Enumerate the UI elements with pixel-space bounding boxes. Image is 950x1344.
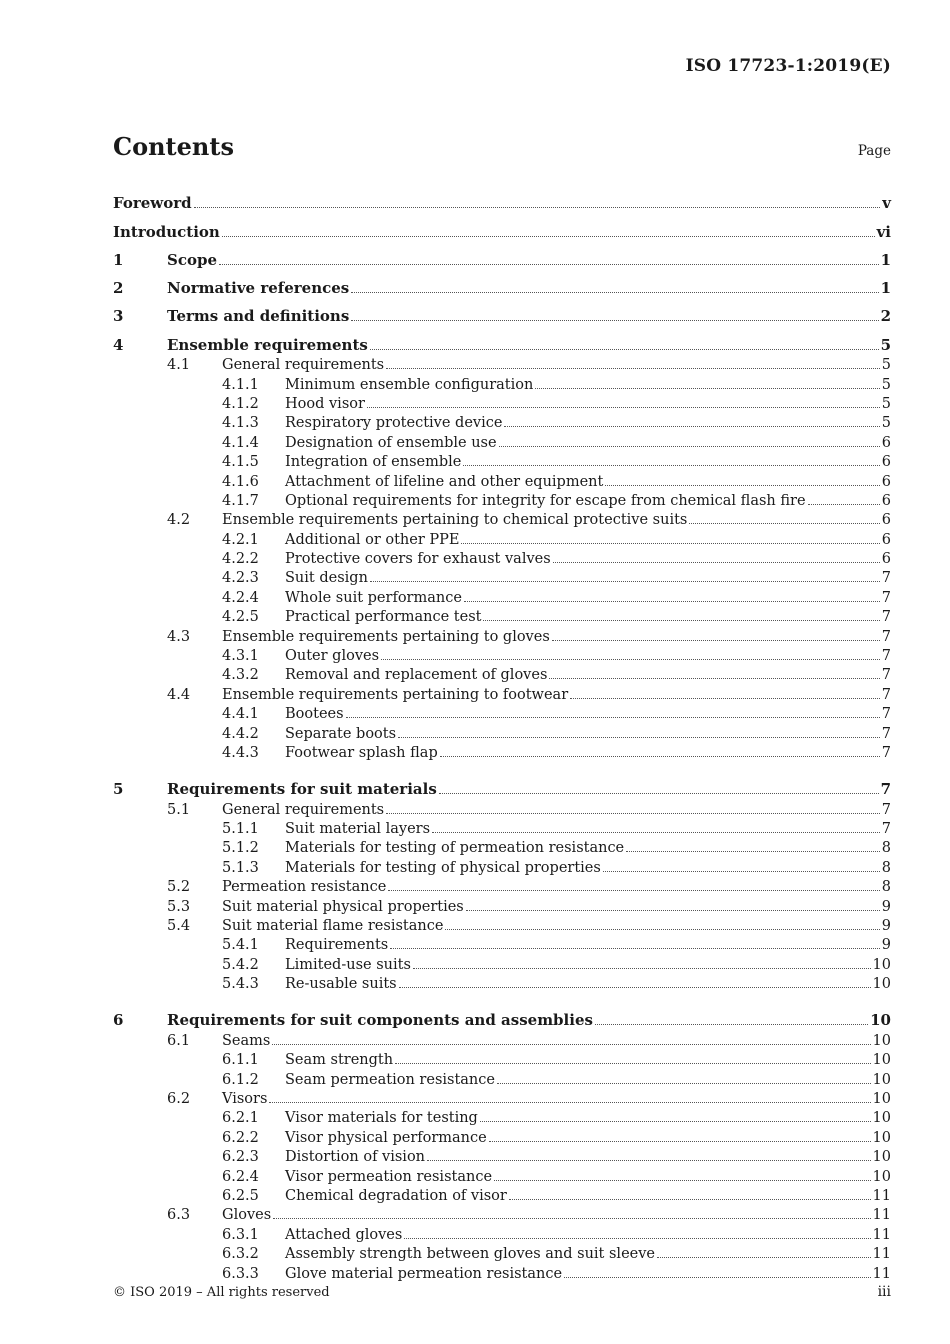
toc-entry-title: Separate boots	[285, 725, 397, 742]
toc-entry-page: 7	[881, 744, 891, 761]
page-column-label: Page	[857, 143, 891, 159]
toc-entry-number: 4.1	[167, 357, 191, 374]
dot-leader	[272, 1043, 870, 1045]
dot-leader	[439, 792, 879, 794]
toc-entry[interactable]	[113, 915, 891, 934]
toc-entry-number: 4.2	[167, 512, 191, 529]
toc-entry-title: Visors	[222, 1091, 268, 1108]
toc-entry-page: 7	[881, 821, 891, 838]
toc-entry-number: 4.2.3	[222, 570, 259, 587]
toc-entry-number: 5.4.2	[222, 956, 259, 973]
toc-entry-title: Permeation resistance	[222, 879, 387, 896]
dot-leader	[489, 1140, 871, 1142]
dot-leader	[464, 600, 880, 602]
toc-entry-number: 6.1.1	[222, 1052, 259, 1069]
toc-entry-number: 1	[113, 250, 124, 269]
toc-entry-page: vi	[876, 222, 891, 241]
dot-leader	[427, 1159, 871, 1161]
toc-entry[interactable]	[113, 373, 891, 392]
toc-entry-page: 7	[880, 780, 891, 799]
toc-entry[interactable]	[113, 548, 891, 567]
toc-entry[interactable]	[113, 490, 891, 509]
toc-entry-page: 8	[881, 859, 891, 876]
toc-entry-page: 6	[881, 492, 891, 509]
toc-entry-number: 6.2.2	[222, 1129, 259, 1146]
toc-entry-title: Requirements	[285, 937, 389, 954]
toc-entry[interactable]	[113, 722, 891, 741]
toc-entry-title: Seam strength	[285, 1052, 394, 1069]
toc-entry-page: 6	[881, 531, 891, 548]
toc-entry-number: 4.1.2	[222, 395, 259, 412]
toc-entry[interactable]	[113, 1223, 891, 1242]
document-id: ISO 17723-1:2019(E)	[685, 56, 891, 76]
toc-entry-title: Suit design	[285, 570, 368, 587]
dot-leader	[535, 387, 879, 389]
toc-entry-page: 5	[881, 357, 891, 374]
toc-entry[interactable]	[113, 703, 891, 722]
dot-leader	[445, 928, 879, 930]
toc-entry-page: 7	[881, 628, 891, 645]
toc-entry-title: Practical performance test	[285, 609, 482, 626]
toc-entry-page: 7	[881, 667, 891, 684]
toc-entry[interactable]	[113, 184, 891, 212]
toc-entry[interactable]	[113, 470, 891, 489]
toc-entry-number: 4.4.1	[222, 706, 259, 723]
toc-entry[interactable]	[113, 212, 891, 240]
toc-entry[interactable]	[113, 1088, 891, 1107]
dot-leader	[497, 1082, 871, 1084]
toc-entry-page: 2	[880, 307, 891, 326]
toc-entry-title: Scope	[167, 250, 218, 269]
toc-entry[interactable]	[113, 354, 891, 373]
toc-entry-number: 4.4.3	[222, 744, 259, 761]
table-of-contents	[113, 184, 891, 1282]
toc-entry[interactable]	[113, 742, 891, 761]
toc-entry-page: 7	[881, 589, 891, 606]
dot-leader	[381, 658, 880, 660]
toc-entry-title: Visor permeation resistance	[285, 1168, 493, 1185]
dot-leader	[390, 947, 880, 949]
toc-entry-page: 6	[881, 512, 891, 529]
toc-entry-number: 4.1.1	[222, 376, 259, 393]
toc-entry-number: 5.4	[167, 918, 191, 935]
toc-entry-title: Requirements for suit materials	[167, 780, 437, 799]
toc-entry-title: Footwear splash flap	[285, 744, 438, 761]
toc-entry-title: Designation of ensemble use	[285, 434, 497, 451]
toc-entry[interactable]	[113, 241, 891, 269]
toc-entry-number: 6.2.5	[222, 1188, 259, 1204]
toc-entry[interactable]	[113, 798, 891, 817]
dot-leader	[222, 235, 875, 237]
toc-entry-page: 11	[872, 1207, 891, 1224]
dot-leader	[657, 1256, 871, 1258]
toc-entry-page: 6	[881, 434, 891, 451]
toc-entry[interactable]	[113, 1185, 891, 1204]
toc-entry[interactable]	[113, 770, 891, 798]
dot-leader	[483, 619, 879, 621]
toc-entry[interactable]	[113, 683, 891, 702]
toc-entry-page: 10	[872, 1149, 891, 1166]
toc-entry[interactable]	[113, 934, 891, 953]
toc-entry-title: Chemical degradation of visor	[285, 1188, 507, 1204]
toc-entry-number: 4.2.1	[222, 531, 259, 548]
toc-entry-page: 10	[872, 1129, 891, 1146]
toc-entry[interactable]	[113, 1001, 891, 1029]
dot-leader	[432, 831, 880, 833]
toc-entry[interactable]	[113, 837, 891, 856]
toc-entry-title: Materials for testing of physical properties	[285, 859, 601, 876]
toc-entry-title: Minimum ensemble configuration	[285, 376, 534, 393]
toc-entry[interactable]	[113, 856, 891, 875]
toc-entry[interactable]	[113, 1204, 891, 1223]
toc-entry-page: 5	[881, 415, 891, 432]
dot-leader	[570, 697, 880, 699]
dot-leader	[351, 319, 878, 321]
toc-entry-number: 5.4.3	[222, 976, 259, 993]
toc-entry-title: Foreword	[113, 194, 192, 213]
toc-entry[interactable]	[113, 1049, 891, 1068]
toc-entry-number: 4.3.1	[222, 648, 259, 665]
toc-entry-title: Seam permeation resistance	[285, 1071, 495, 1088]
toc-entry[interactable]	[113, 1029, 891, 1048]
toc-entry-page: 11	[872, 1226, 891, 1243]
toc-entry-number: 6.2.4	[222, 1168, 259, 1185]
toc-entry[interactable]	[113, 269, 891, 297]
toc-entry[interactable]	[113, 1126, 891, 1145]
toc-entry-title: Suit material physical properties	[222, 898, 464, 915]
toc-entry[interactable]	[113, 895, 891, 914]
toc-entry-number: 6.3.2	[222, 1246, 259, 1263]
toc-entry-page: 11	[872, 1246, 891, 1263]
toc-entry-number: 6.3.1	[222, 1226, 259, 1243]
toc-entry-title: General requirements	[222, 801, 385, 818]
toc-entry-page: 1	[880, 279, 891, 298]
toc-entry[interactable]	[113, 393, 891, 412]
toc-entry[interactable]	[113, 451, 891, 470]
dot-leader	[370, 580, 880, 582]
toc-entry[interactable]	[113, 1262, 891, 1281]
toc-entry[interactable]	[113, 567, 891, 586]
toc-entry-number: 4.1.3	[222, 415, 259, 432]
toc-entry-page: 10	[872, 1071, 891, 1088]
toc-entry-title: Visor physical performance	[285, 1129, 487, 1146]
dot-leader	[386, 812, 880, 814]
toc-entry[interactable]	[113, 625, 891, 644]
dot-leader	[552, 639, 880, 641]
toc-entry-title: Re-usable suits	[285, 976, 397, 993]
toc-entry-page: 7	[881, 801, 891, 818]
dot-leader	[595, 1023, 868, 1025]
toc-entry-page: 7	[881, 570, 891, 587]
toc-entry-title: Protective covers for exhaust valves	[285, 551, 551, 568]
toc-entry-page: 5	[881, 376, 891, 393]
toc-entry-page: 5	[880, 335, 891, 354]
toc-entry-title: Limited-use suits	[285, 956, 411, 973]
toc-entry-title: Introduction	[113, 222, 220, 241]
dot-leader	[461, 542, 879, 544]
toc-entry-title: Ensemble requirements pertaining to chemical protective suits	[222, 512, 688, 529]
toc-entry-number: 5.1	[167, 801, 191, 818]
toc-entry-number: 5	[113, 780, 124, 799]
toc-entry-number: 6	[113, 1011, 124, 1030]
dot-leader	[194, 206, 881, 208]
toc-entry-number: 5.1.2	[222, 840, 259, 857]
toc-entry[interactable]	[113, 645, 891, 664]
toc-entry[interactable]	[113, 325, 891, 353]
toc-entry[interactable]	[113, 528, 891, 547]
dot-leader	[398, 736, 880, 738]
toc-entry-page: 7	[881, 686, 891, 703]
copyright-notice: © ISO 2019 – All rights reserved	[113, 1285, 330, 1300]
dot-leader	[440, 755, 880, 757]
toc-entry[interactable]	[113, 586, 891, 605]
toc-entry-number: 4.1.6	[222, 473, 259, 490]
toc-entry-page: 10	[872, 1052, 891, 1069]
toc-entry-title: Attached gloves	[285, 1226, 403, 1243]
toc-entry-page: 10	[872, 1168, 891, 1185]
toc-entry-page: 11	[872, 1188, 891, 1204]
toc-entry-number: 4.2.5	[222, 609, 259, 626]
toc-entry-page: 8	[881, 879, 891, 896]
toc-entry-title: Assembly strength between gloves and suit sleeve	[285, 1246, 656, 1263]
toc-entry-number: 4.4.2	[222, 725, 259, 742]
toc-entry-number: 6.3	[167, 1207, 191, 1224]
toc-entry[interactable]	[113, 606, 891, 625]
toc-entry-page: 7	[881, 609, 891, 626]
toc-entry[interactable]	[113, 1068, 891, 1087]
toc-entry-title: Whole suit performance	[285, 589, 462, 606]
toc-entry-number: 5.3	[167, 898, 191, 915]
toc-entry-number: 6.2	[167, 1091, 191, 1108]
toc-entry-page: 9	[881, 937, 891, 954]
toc-entry-title: Ensemble requirements	[167, 335, 368, 354]
toc-entry[interactable]	[113, 818, 891, 837]
toc-entry-title: Suit material flame resistance	[222, 918, 444, 935]
toc-entry-page: 7	[881, 725, 891, 742]
toc-entry-title: Integration of ensemble	[285, 454, 462, 471]
toc-entry-page: v	[882, 194, 891, 213]
dot-leader	[351, 291, 878, 293]
toc-entry-title: Seams	[222, 1032, 271, 1049]
toc-entry[interactable]	[113, 664, 891, 683]
toc-entry-title: Hood visor	[285, 395, 365, 412]
toc-entry-title: Visor materials for testing	[285, 1110, 478, 1127]
toc-entry-number: 4.3	[167, 628, 191, 645]
toc-entry-page: 10	[872, 956, 891, 973]
toc-entry-page: 6	[881, 551, 891, 568]
toc-entry[interactable]	[113, 297, 891, 325]
dot-leader	[603, 870, 880, 872]
dot-leader	[564, 1276, 870, 1278]
toc-entry-number: 5.4.1	[222, 937, 259, 954]
dot-leader	[499, 445, 880, 447]
dot-leader	[413, 967, 871, 969]
toc-entry-number: 6.1.2	[222, 1071, 259, 1088]
toc-entry-number: 4.1.7	[222, 492, 259, 509]
toc-entry-page: 10	[872, 1110, 891, 1127]
toc-entry-title: Gloves	[222, 1207, 272, 1224]
toc-entry-title: Optional requirements for integrity for escape from chemical flash fire	[285, 492, 806, 509]
toc-entry-page: 10	[872, 976, 891, 993]
dot-leader	[370, 348, 879, 350]
toc-entry-title: Ensemble requirements pertaining to gloves	[222, 628, 550, 645]
dot-leader	[386, 367, 880, 369]
toc-entry-title: Suit material layers	[285, 821, 431, 838]
toc-entry[interactable]	[113, 1146, 891, 1165]
toc-entry-number: 3	[113, 307, 124, 326]
toc-entry[interactable]	[113, 509, 891, 528]
toc-entry-number: 4.1.5	[222, 454, 259, 471]
dot-leader	[605, 484, 879, 486]
toc-entry-number: 5.1.1	[222, 821, 259, 838]
contents-title: Contents	[113, 132, 234, 161]
toc-entry-number: 5.1.3	[222, 859, 259, 876]
dot-leader	[689, 522, 879, 524]
dot-leader	[553, 561, 880, 563]
dot-leader	[219, 263, 879, 265]
dot-leader	[626, 850, 880, 852]
dot-leader	[509, 1198, 871, 1200]
dot-leader	[269, 1101, 870, 1103]
toc-entry-number: 4.2.4	[222, 589, 259, 606]
toc-entry-number: 6.1	[167, 1032, 191, 1049]
dot-leader	[463, 464, 879, 466]
toc-entry-page: 9	[881, 918, 891, 935]
toc-entry-page: 7	[881, 706, 891, 723]
toc-entry-number: 6.2.3	[222, 1149, 259, 1166]
dot-leader	[494, 1179, 871, 1181]
toc-entry-page: 10	[870, 1011, 891, 1030]
toc-entry[interactable]	[113, 1165, 891, 1184]
dot-leader	[808, 503, 880, 505]
toc-entry-title: Outer gloves	[285, 648, 380, 665]
toc-entry-title: Glove material permeation resistance	[285, 1265, 563, 1282]
toc-entry-number: 2	[113, 279, 124, 298]
dot-leader	[504, 425, 879, 427]
dot-leader	[404, 1237, 870, 1239]
dot-leader	[399, 986, 871, 988]
toc-entry-number: 6.2.1	[222, 1110, 259, 1127]
toc-entry-title: Additional or other PPE	[285, 531, 460, 548]
toc-entry-title: Removal and replacement of gloves	[285, 667, 548, 684]
toc-entry[interactable]	[113, 412, 891, 431]
toc-entry-title: Materials for testing of permeation resistance	[285, 840, 625, 857]
toc-entry[interactable]	[113, 1243, 891, 1262]
toc-entry-number: 5.2	[167, 879, 191, 896]
toc-entry-number: 4	[113, 335, 124, 354]
toc-entry-number: 4.4	[167, 686, 191, 703]
toc-entry-number: 4.2.2	[222, 551, 259, 568]
toc-entry[interactable]	[113, 973, 891, 992]
toc-entry-number: 4.1.4	[222, 434, 259, 451]
toc-entry-title: Requirements for suit components and assemblies	[167, 1011, 593, 1030]
toc-entry[interactable]	[113, 431, 891, 450]
toc-entry-title: Normative references	[167, 279, 350, 298]
toc-entry[interactable]	[113, 876, 891, 895]
toc-entry[interactable]	[113, 1107, 891, 1126]
dot-leader	[466, 909, 880, 911]
toc-entry-page: 1	[880, 250, 891, 269]
dot-leader	[273, 1217, 870, 1219]
dot-leader	[549, 677, 879, 679]
toc-entry-page: 7	[881, 648, 891, 665]
toc-entry-page: 6	[881, 473, 891, 490]
toc-entry-title: Respiratory protective device	[285, 415, 503, 432]
dot-leader	[346, 716, 880, 718]
toc-entry-title: Attachment of lifeline and other equipment	[285, 473, 604, 490]
toc-entry-title: General requirements	[222, 357, 385, 374]
toc-entry-page: 10	[872, 1032, 891, 1049]
toc-entry-title: Terms and definitions	[167, 307, 350, 326]
toc-entry-page: 10	[872, 1091, 891, 1108]
toc-entry-page: 6	[881, 454, 891, 471]
toc-entry-page: 5	[881, 395, 891, 412]
dot-leader	[388, 889, 879, 891]
toc-entry[interactable]	[113, 953, 891, 972]
dot-leader	[480, 1120, 871, 1122]
toc-entry-page: 11	[872, 1265, 891, 1282]
toc-entry-title: Bootees	[285, 706, 344, 723]
toc-entry-page: 8	[881, 840, 891, 857]
toc-entry-page: 9	[881, 898, 891, 915]
toc-entry-title: Ensemble requirements pertaining to footwear	[222, 686, 569, 703]
toc-entry-number: 6.3.3	[222, 1265, 259, 1282]
toc-entry-number: 4.3.2	[222, 667, 259, 684]
toc-entry-title: Distortion of vision	[285, 1149, 426, 1166]
dot-leader	[395, 1062, 870, 1064]
dot-leader	[367, 406, 880, 408]
page-number: iii	[877, 1284, 891, 1300]
